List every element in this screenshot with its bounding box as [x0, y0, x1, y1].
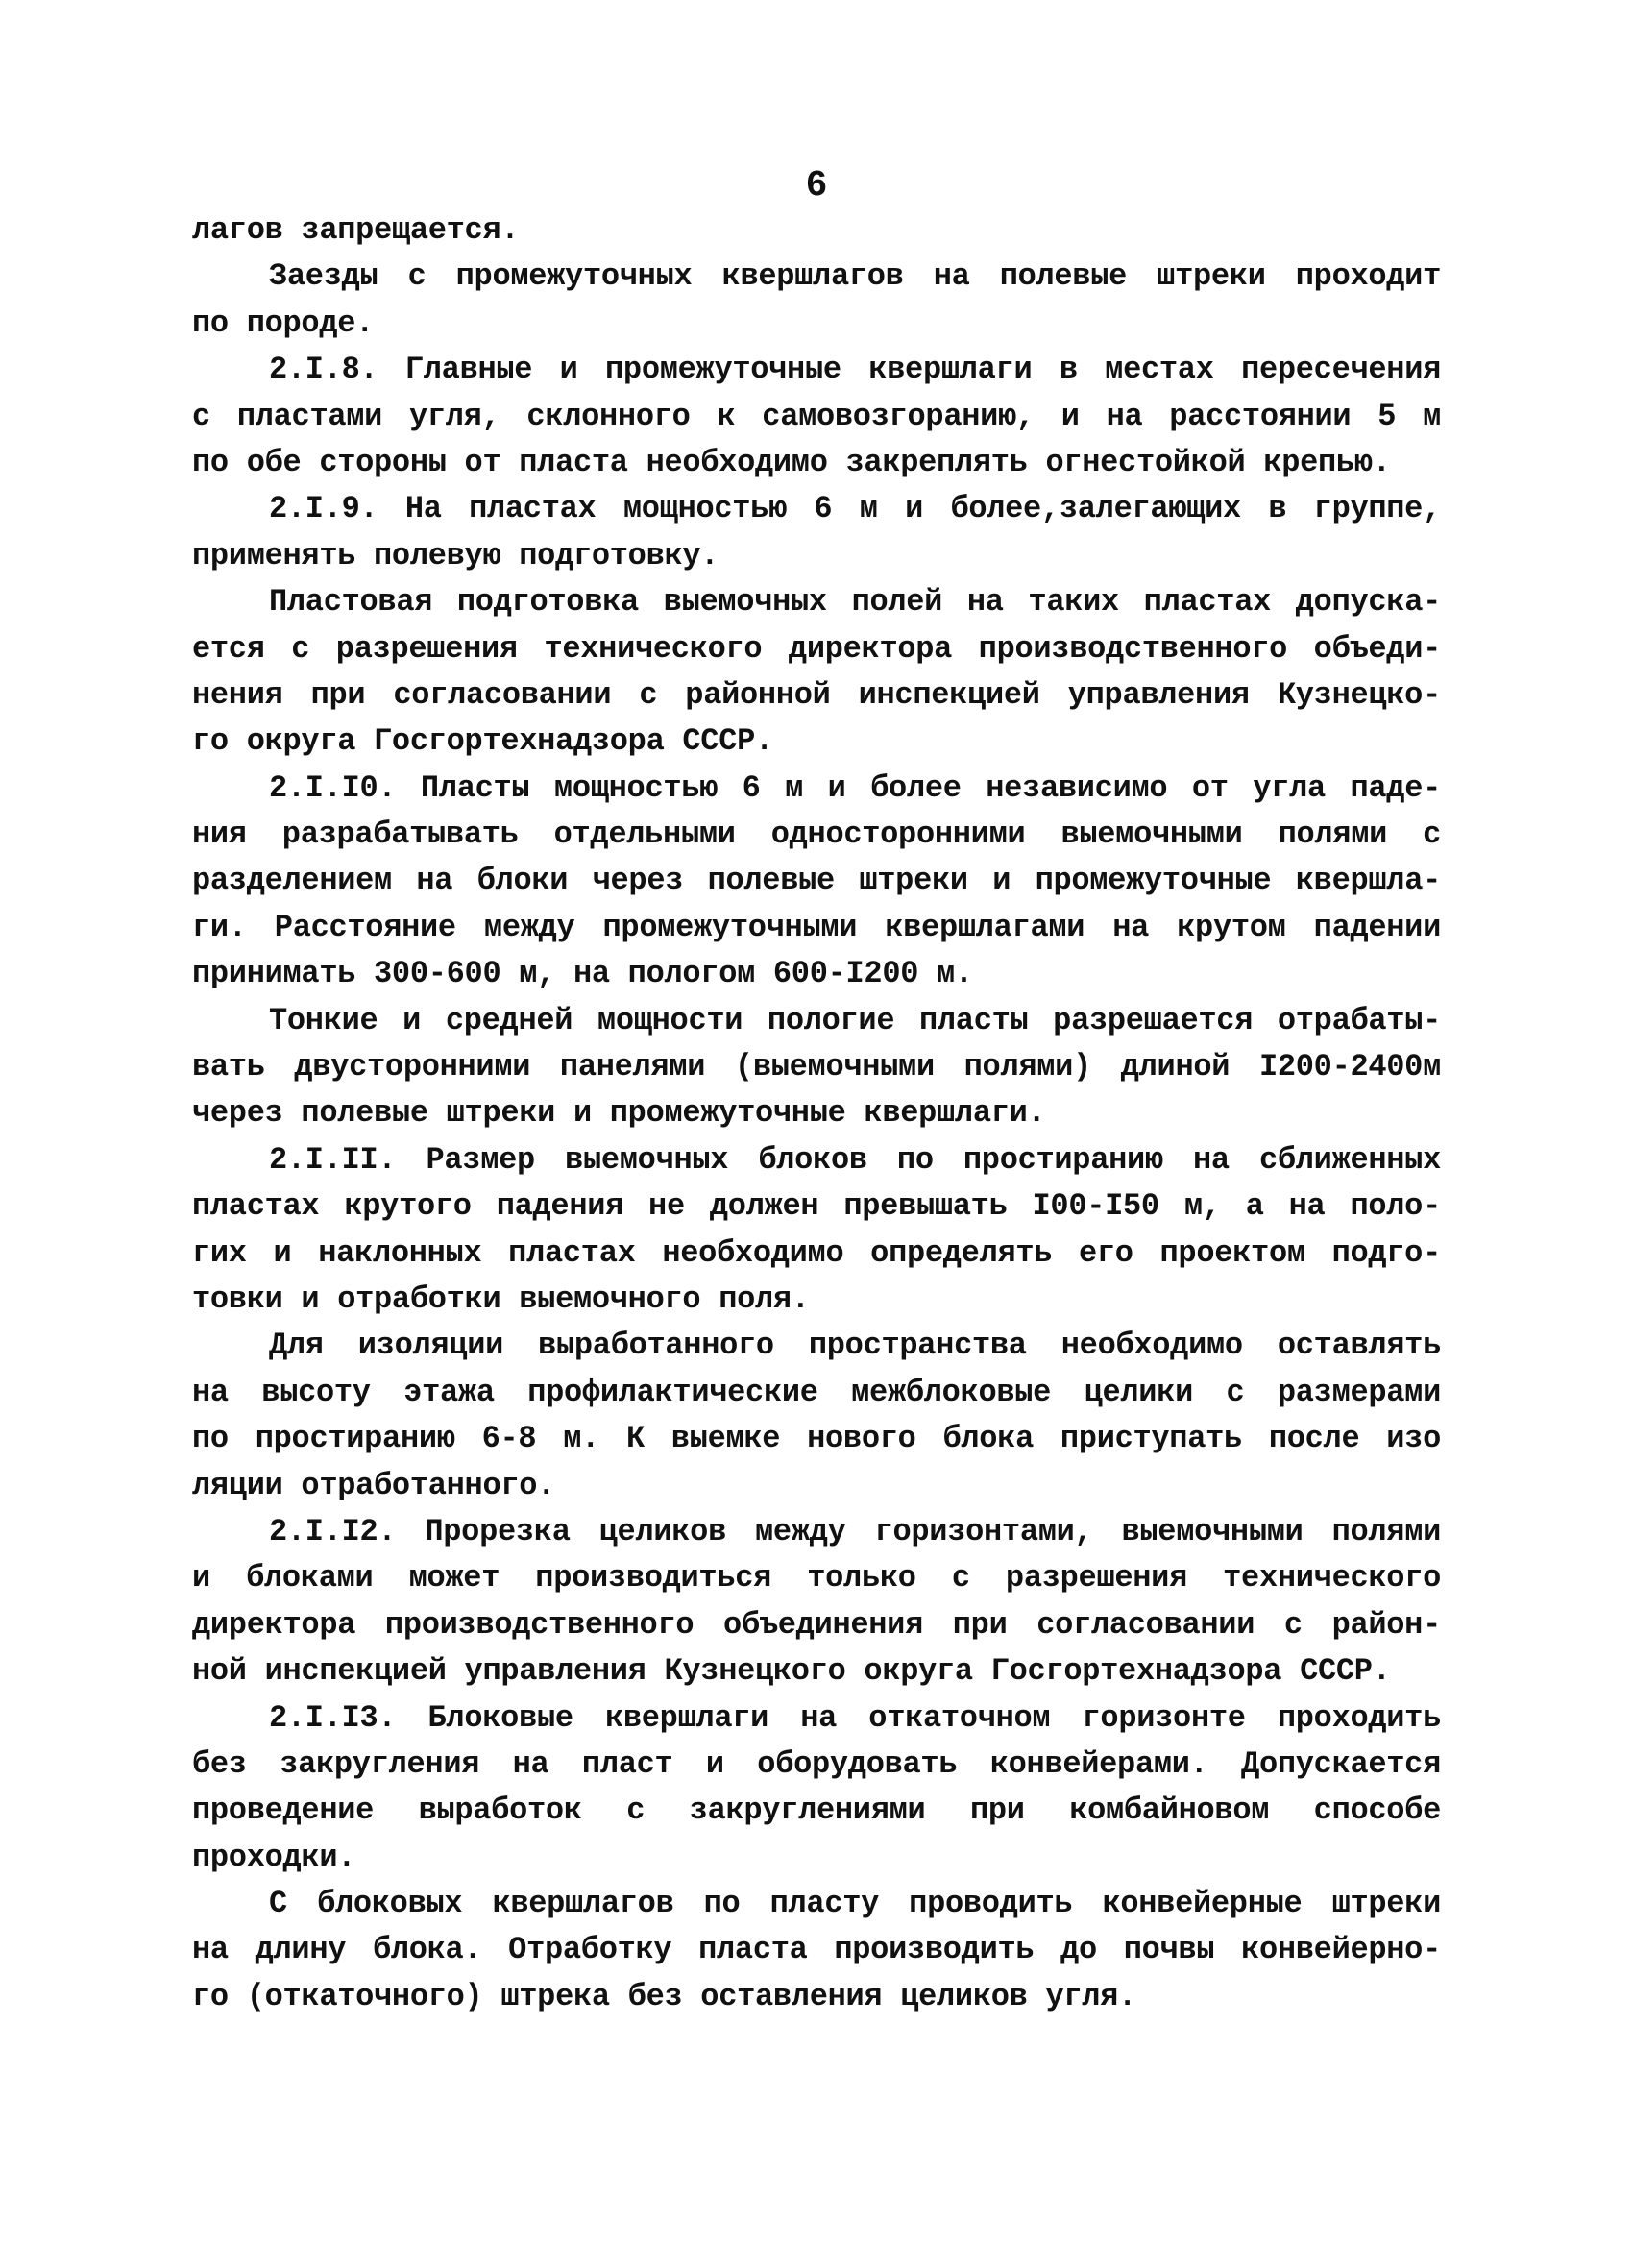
- text-line: ния разрабатывать отдельными односторонними выемочными полями с: [192, 817, 1441, 853]
- text-line: Пластовая подготовка выемочных полей на таких пластах допуска-: [269, 584, 1441, 621]
- text-line: 2.I.9. На пластах мощностью 6 м и более,залегающих в группе,: [269, 491, 1441, 527]
- text-line: по обе стороны от пласта необходимо закреплять огнестойкой крепью.: [192, 444, 1391, 480]
- text-line: 2.I.I0. Пласты мощностью 6 м и более независимо от угла паде-: [269, 769, 1441, 806]
- text-line: ги. Расстояние между промежуточными квершлагами на крутом падении: [192, 909, 1441, 945]
- text-line: без закругления на пласт и оборудовать конвейерами. Допускается: [192, 1745, 1441, 1782]
- text-line: гих и наклонных пластах необходимо определять его проектом подго-: [192, 1234, 1441, 1271]
- text-line: по простиранию 6-8 м. К выемке нового блока приступать после изо: [192, 1421, 1441, 1457]
- text-line: 2.I.II. Размер выемочных блоков по простиранию на сближенных: [269, 1141, 1441, 1178]
- document-body: [192, 207, 1441, 2020]
- text-line: С блоковых квершлагов по пласту проводить конвейерные штреки: [269, 1886, 1441, 1922]
- text-line: го округа Госгортехнадзора СССР.: [192, 723, 773, 760]
- text-line: по породе.: [192, 305, 375, 341]
- text-line: ется с разрешения технического директора производственного объеди-: [192, 630, 1441, 667]
- text-line: через полевые штреки и промежуточные квершлаги.: [192, 1095, 1046, 1132]
- text-line: принимать 300-600 м, на пологом 600-I200 м.: [192, 956, 973, 992]
- text-line: ной инспекцией управления Кузнецкого округа Госгортехнадзора СССР.: [192, 1653, 1391, 1690]
- text-line: лагов запрещается.: [192, 212, 520, 248]
- text-line: директора производственного объединения при согласовании с район-: [192, 1606, 1441, 1643]
- text-line: 2.I.I3. Блоковые квершлаги на откаточном горизонте проходить: [269, 1699, 1441, 1736]
- text-line: на длину блока. Отработку пласта производить до почвы конвейерно-: [192, 1932, 1441, 1968]
- text-line: 2.I.8. Главные и промежуточные квершлаги в местах пересечения: [269, 352, 1441, 388]
- text-line: на высоту этажа профилактические межблоковые целики с размерами: [192, 1374, 1441, 1410]
- text-line: 2.I.I2. Прорезка целиков между горизонтами, выемочными полями: [269, 1513, 1441, 1549]
- text-line: Заезды с промежуточных квершлагов на полевые штреки проходит: [269, 258, 1441, 295]
- text-line: нения при согласовании с районной инспекцией управления Кузнецко-: [192, 676, 1441, 713]
- page-number: 6: [805, 165, 828, 207]
- text-line: Для изоляции выработанного пространства необходимо оставлять: [269, 1328, 1441, 1364]
- text-line: разделением на блоки через полевые штреки и промежуточные квершла-: [192, 863, 1441, 899]
- text-line: пластах крутого падения не должен превышать I00-I50 м, а на поло-: [192, 1188, 1441, 1225]
- text-line: применять полевую подготовку.: [192, 537, 719, 573]
- text-line: го (откаточного) штрека без оставления целиков угля.: [192, 1978, 1136, 2014]
- text-line: ляции отработанного.: [192, 1467, 556, 1503]
- text-line: товки и отработки выемочного поля.: [192, 1280, 810, 1317]
- text-line: с пластами угля, склонного к самовозгоранию, и на расстоянии 5 м: [192, 398, 1441, 434]
- text-line: проведение выработок с закруглениями при комбайновом способе: [192, 1792, 1441, 1829]
- text-line: вать двусторонними панелями (выемочными полями) длиной I200-2400м: [192, 1049, 1441, 1085]
- text-line: проходки.: [192, 1839, 356, 1875]
- text-line: Тонкие и средней мощности пологие пласты разрешается отрабаты-: [269, 1002, 1441, 1038]
- text-line: и блоками может производиться только с разрешения технического: [192, 1560, 1441, 1597]
